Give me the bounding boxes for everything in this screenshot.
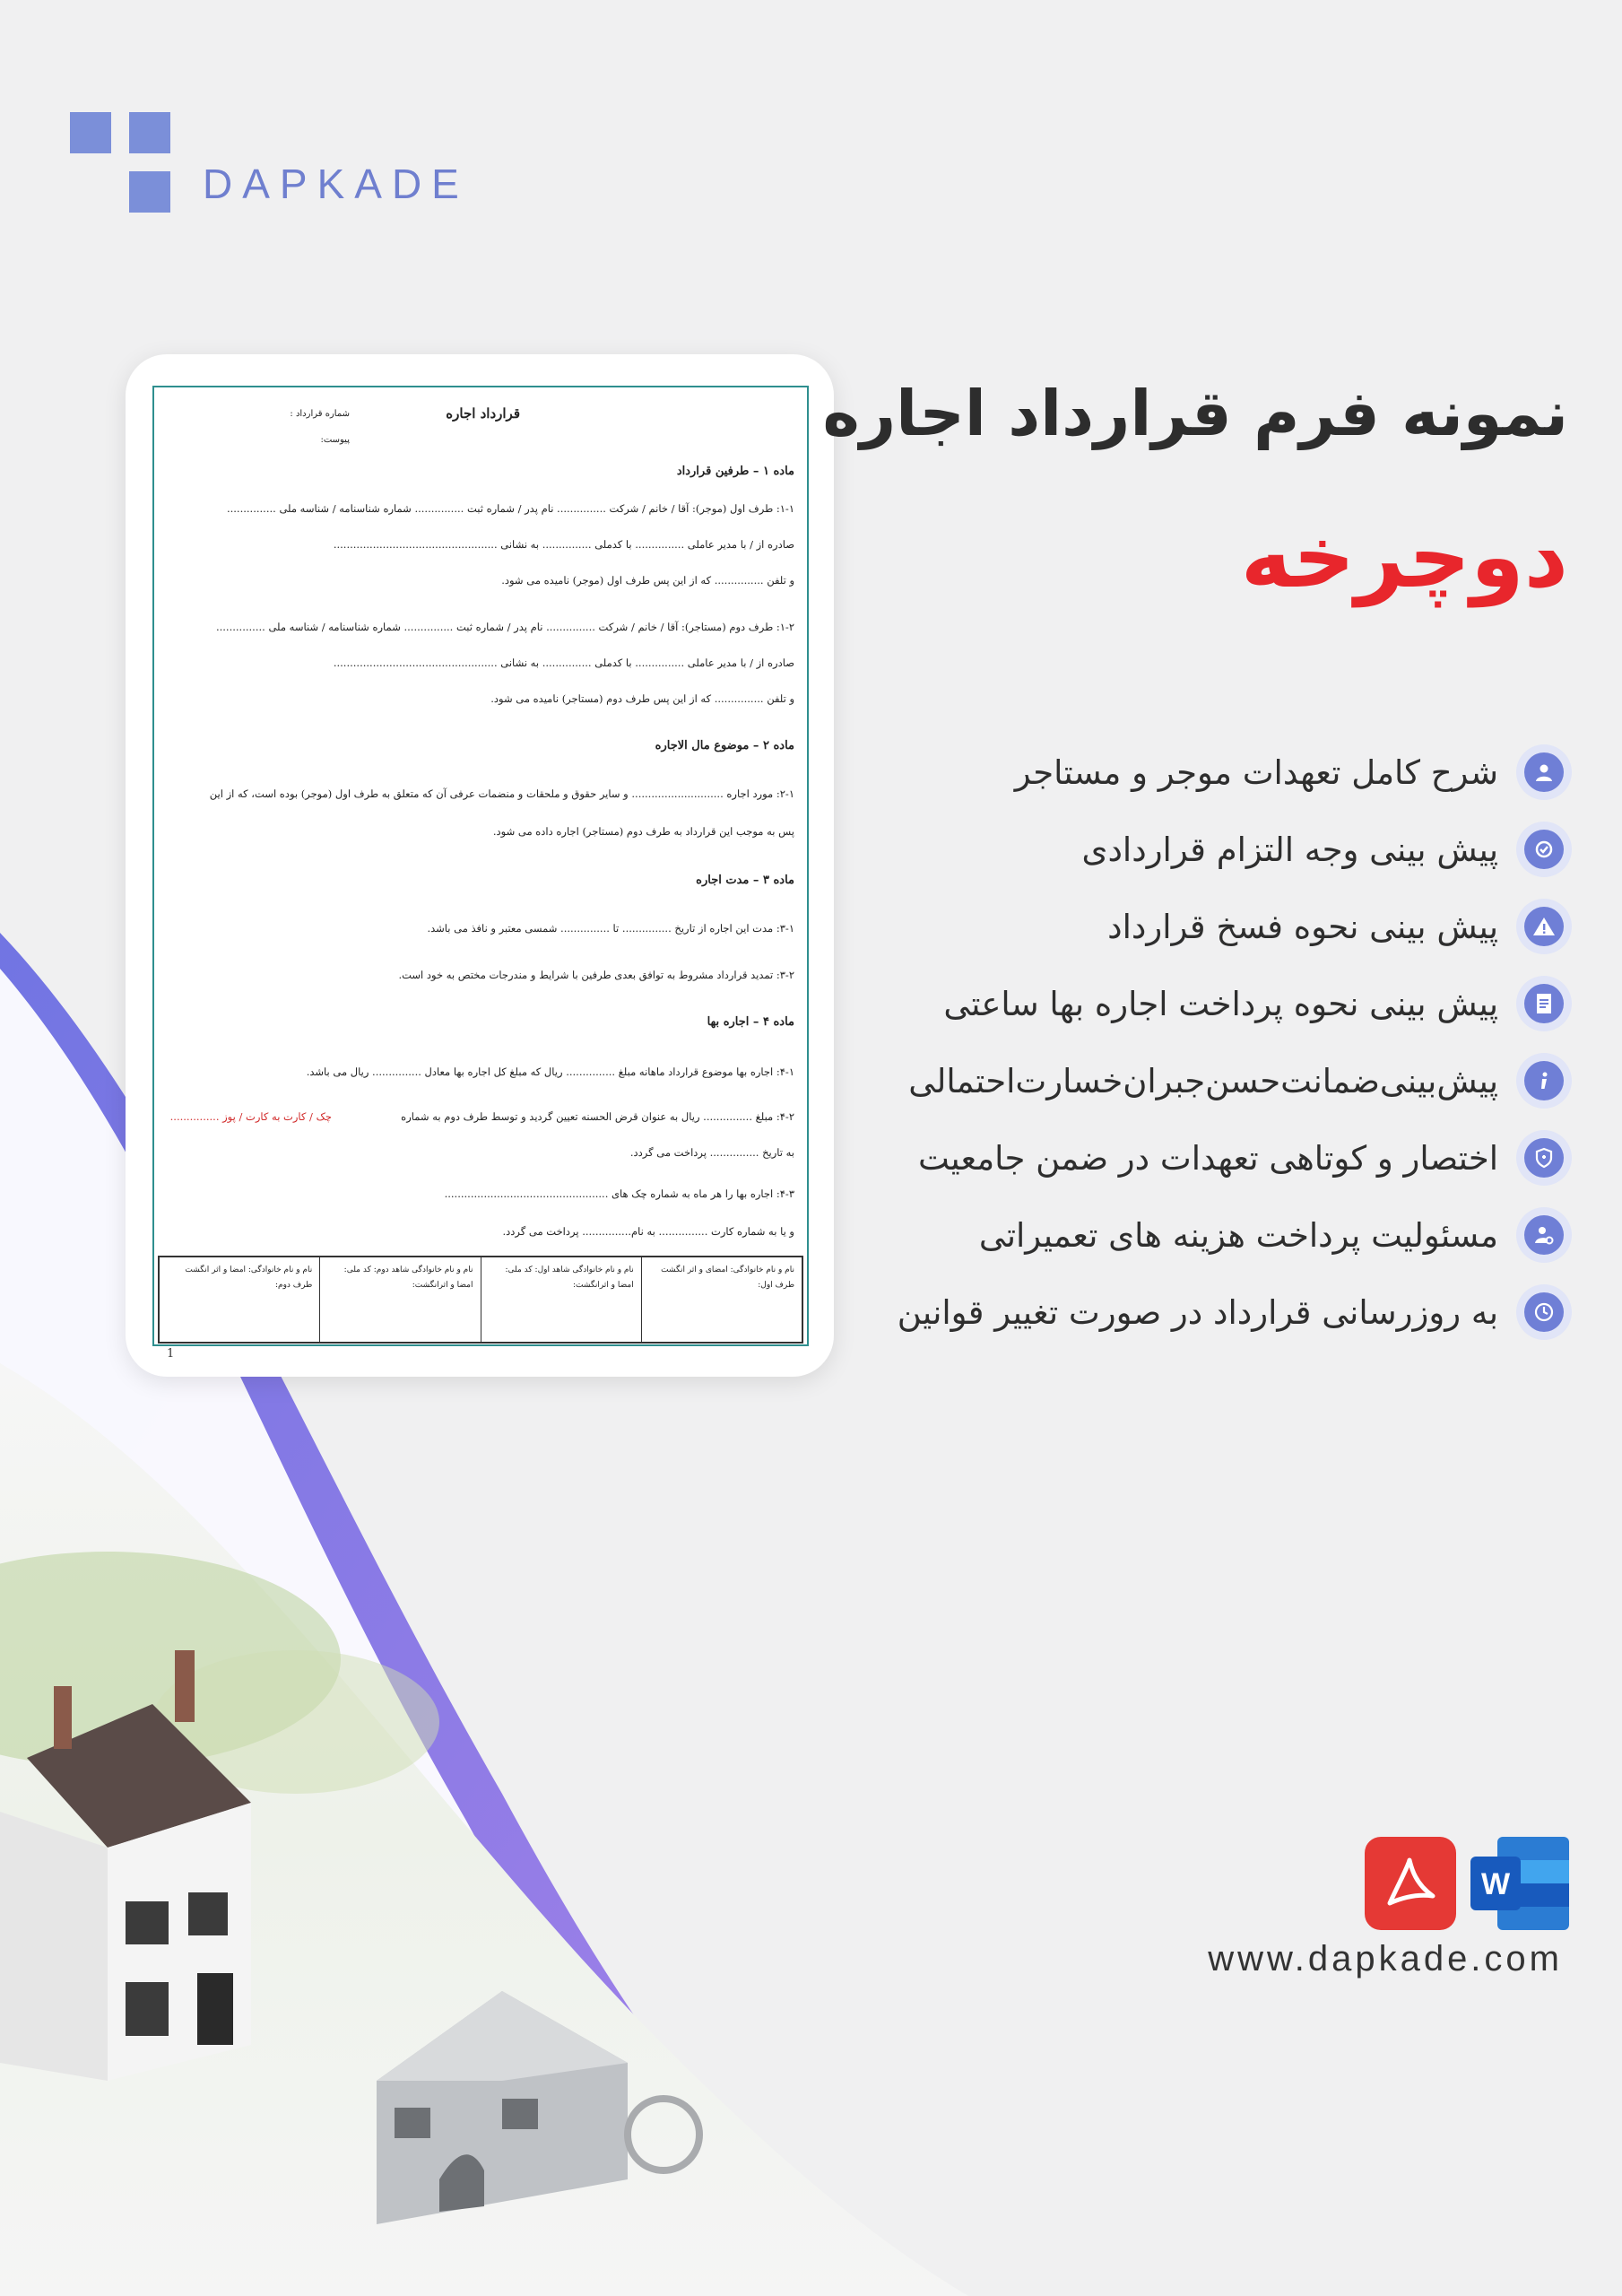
feature-label: به روزرسانی قرارداد در صورت تغییر قوانین (897, 1292, 1498, 1332)
doc-line: ۳-۱: مدت این اجاره از تاریخ ............... تا ............... شمسی معتبر و نافذ می باشد. (427, 922, 794, 935)
house-photo (0, 1274, 1622, 2296)
page-title: نمونه فرم قرارداد اجاره (822, 377, 1568, 450)
doc-line: و یا به شماره کارت ............... به نام............... پرداخت می گردد. (502, 1225, 794, 1238)
doc-red-note: چک / کارت به کارت / پوز ............... (169, 1110, 332, 1123)
warning-icon (1516, 899, 1572, 954)
signature-cell: نام و نام خانوادگی شاهد دوم: کد ملی: امضا و اثرانگشت: (319, 1257, 480, 1342)
feature-label: شرح کامل تعهدات موجر و مستاجر (1014, 752, 1498, 792)
attachment-label: پیوست: (320, 435, 350, 445)
feature-item (675, 734, 1572, 811)
word-file-icon (1470, 1837, 1569, 1930)
feature-item (675, 811, 1572, 888)
doc-line: ماده ۱ – طرفین قرارداد (676, 465, 794, 478)
feature-label: پیش بینی وجه التزام قراردادی (1081, 830, 1498, 869)
doc-line: ماده ۲ – موضوع مال الاجاره (655, 739, 794, 752)
doc-line: ۳-۲: تمدید قرارداد مشروط به توافق بعدی طرفین با شرایط و مندرجات مختص به خود است. (398, 969, 794, 981)
pdf-file-icon (1365, 1837, 1456, 1930)
doc-line: ۲-۱: مورد اجاره ............................ و سایر حقوق و ملحقات و منضمات عرفی آن که متعلق به طرف اول (موجر) بوده است، که از این (209, 787, 794, 800)
website-url: www.dapkade.com (1208, 1939, 1563, 1979)
doc-line: و تلفن ............... که از این پس طرف دوم (مستاجر) نامیده می شود. (490, 692, 794, 705)
feature-item (675, 965, 1572, 1042)
signature-cell: نام و نام خانوادگی: امضای و اثر انگشت طرف اول: (641, 1257, 802, 1342)
doc-line: ماده ۳ – مدت اجاره (696, 874, 794, 887)
feature-item (675, 1042, 1572, 1119)
feature-label: مسئولیت پرداخت هزینه های تعمیراتی (978, 1215, 1498, 1255)
doc-line: صادره از / با مدیر عاملی ............... با کدملی ............... به نشانی .................................................. (333, 657, 794, 669)
page-number: 1 (167, 1347, 175, 1361)
info-icon (1516, 1053, 1572, 1109)
shield-icon (1516, 1130, 1572, 1186)
svg-text:W: W (1480, 1867, 1511, 1901)
page-subtitle: دوچرخه (1240, 507, 1568, 607)
contract-title: قرارداد اجاره (446, 405, 520, 422)
feature-label: پیش بینی نحوه فسخ قرارداد (1107, 907, 1498, 946)
doc-line: صادره از / با مدیر عاملی ............... با کدملی ............... به نشانی .................................................. (333, 538, 794, 551)
doc-line: ۱-۱: طرف اول (موجر): آقا / خانم / شرکت ............... نام پدر / شماره ثبت ............... شماره شناسنامه / شناسه ملی ............... (226, 502, 794, 515)
document-icon (1516, 976, 1572, 1031)
doc-line: ۱-۲: طرف دوم (مستاجر): آقا / خانم / شرکت ............... نام پدر / شماره ثبت ............... شماره شناسنامه / شناسه ملی ............... (215, 621, 794, 633)
feature-label: پیش‌بینی‌ضمانت‌حسن‌جبران‌خسارت‌احتمالی (908, 1061, 1498, 1100)
contract-number-label: شماره قرارداد : (290, 409, 350, 419)
feature-label: پیش بینی نحوه پرداخت اجاره بها ساعتی (943, 984, 1498, 1023)
doc-line: ۴-۲: مبلغ ............... ریال به عنوان قرض الحسنه تعیین گردید و توسط طرف دوم به شماره (401, 1110, 794, 1123)
badge-check-icon (1516, 822, 1572, 877)
feature-label: اختصار و کوتاهی تعهدات در ضمن جامعیت (918, 1138, 1498, 1178)
doc-line: پس به موجب این قرارداد به طرف دوم (مستاجر) اجاره داده می شود. (492, 825, 794, 838)
user-icon (1516, 744, 1572, 800)
doc-line: و تلفن ............... که از این پس طرف اول (موجر) نامیده می شود. (501, 574, 794, 587)
signature-cell: نام و نام خانوادگی: امضا و اثر انگشت طرف دوم: (185, 1265, 313, 1290)
user-settings-icon (1516, 1207, 1572, 1263)
clock-icon (1516, 1284, 1572, 1340)
doc-line: ۴-۳: اجاره بها را هر ماه به شماره چک های .................................................. (444, 1187, 794, 1200)
brand-name: DAPKADE (203, 161, 469, 207)
features-list (675, 734, 1572, 1351)
doc-line: ماده ۴ – اجاره بها (707, 1015, 794, 1029)
feature-item (675, 1119, 1572, 1196)
feature-item (675, 1274, 1572, 1351)
signature-cell: نام و نام خانوادگی شاهد اول: کد ملی: امضا و اثرانگشت: (481, 1257, 641, 1342)
doc-line: ۴-۱: اجاره بها موضوع قرارداد ماهانه مبلغ ............... ریال که مبلغ کل اجاره بها معادل ............... ریال می باشد. (306, 1065, 794, 1078)
feature-item (675, 1196, 1572, 1274)
feature-item (675, 888, 1572, 965)
doc-line: به تاریخ ............... پرداخت می گردد. (629, 1146, 794, 1159)
